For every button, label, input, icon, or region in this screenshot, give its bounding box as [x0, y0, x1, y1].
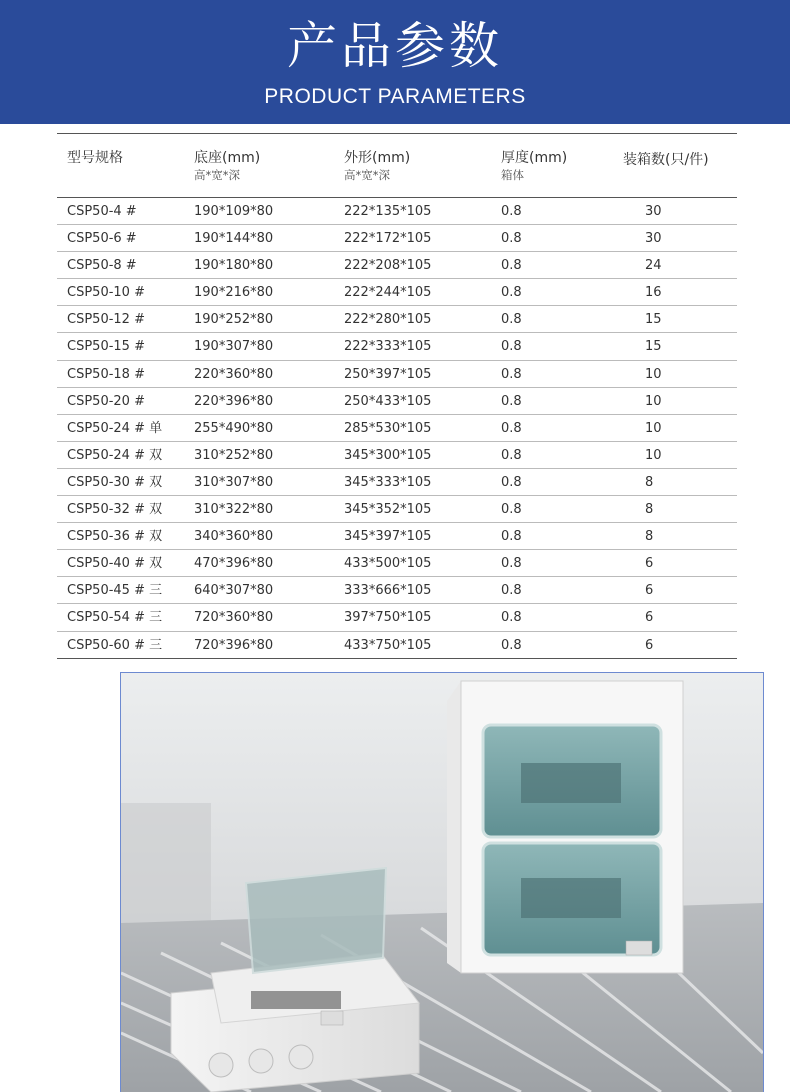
- cell-packing: 10: [645, 393, 662, 409]
- table-body: [57, 198, 737, 658]
- cell-base: 190*216*80: [194, 285, 274, 301]
- cell-base: 190*252*80: [194, 312, 274, 328]
- cell-base: 190*180*80: [194, 258, 274, 274]
- cell-base: 255*490*80: [194, 420, 274, 436]
- cell-thickness: 0.8: [501, 556, 522, 572]
- cell-packing: 8: [645, 529, 654, 545]
- cell-base: 310*252*80: [194, 447, 274, 463]
- cell-outline: 333*666*105: [344, 583, 432, 599]
- cell-thickness: 0.8: [501, 231, 522, 247]
- cell-outline: 345*397*105: [344, 529, 432, 545]
- cell-outline: 222*244*105: [344, 285, 432, 301]
- table-row: [57, 469, 737, 496]
- cell-packing: 6: [645, 610, 654, 626]
- cell-outline: 345*333*105: [344, 474, 432, 490]
- cell-model: CSP50-24 # 单: [67, 420, 163, 436]
- cell-model: CSP50-60 # 三: [67, 637, 163, 653]
- cell-thickness: 0.8: [501, 312, 522, 328]
- cell-model: CSP50-54 # 三: [67, 610, 163, 626]
- cell-thickness: 0.8: [501, 637, 522, 653]
- table-row: [57, 632, 737, 658]
- cell-model: CSP50-12 #: [67, 312, 145, 328]
- header-banner: [0, 0, 790, 124]
- cell-model: CSP50-10 #: [67, 285, 145, 301]
- cell-base: 720*396*80: [194, 637, 274, 653]
- header-packing: 装箱数(只/件): [623, 152, 709, 168]
- cell-packing: 24: [645, 258, 662, 274]
- table-row: [57, 577, 737, 604]
- cell-packing: 6: [645, 583, 654, 599]
- cell-packing: 15: [645, 339, 662, 355]
- cell-base: 470*396*80: [194, 556, 274, 572]
- cell-model: CSP50-18 #: [67, 366, 145, 382]
- cell-model: CSP50-32 # 双: [67, 502, 163, 518]
- table-row: [57, 252, 737, 279]
- header-base: 底座(mm) 高*宽*深: [194, 150, 261, 182]
- cell-model: CSP50-30 # 双: [67, 474, 163, 490]
- header-thickness: 厚度(mm) 箱体: [501, 150, 568, 182]
- cell-thickness: 0.8: [501, 474, 522, 490]
- cell-packing: 10: [645, 420, 662, 436]
- cell-outline: 222*135*105: [344, 204, 432, 219]
- cell-thickness: 0.8: [501, 393, 522, 409]
- table-header: [57, 134, 737, 198]
- cell-model: CSP50-4 #: [67, 204, 137, 219]
- cell-thickness: 0.8: [501, 339, 522, 355]
- page-title: 产品参数: [287, 17, 503, 75]
- table-row: [57, 523, 737, 550]
- header-outline: 外形(mm) 高*宽*深: [344, 150, 411, 182]
- cell-model: CSP50-40 # 双: [67, 556, 163, 572]
- cell-thickness: 0.8: [501, 583, 522, 599]
- cell-outline: 397*750*105: [344, 610, 432, 626]
- cell-outline: 345*352*105: [344, 502, 432, 518]
- cell-thickness: 0.8: [501, 610, 522, 626]
- cell-model: CSP50-45 # 三: [67, 583, 163, 599]
- table-row: [57, 333, 737, 360]
- header-model: 型号规格: [67, 150, 123, 166]
- cell-thickness: 0.8: [501, 420, 522, 436]
- cell-packing: 6: [645, 637, 654, 653]
- cell-packing: 15: [645, 312, 662, 328]
- cell-packing: 10: [645, 366, 662, 382]
- cell-base: 720*360*80: [194, 610, 274, 626]
- cell-outline: 285*530*105: [344, 420, 432, 436]
- cell-outline: 433*500*105: [344, 556, 432, 572]
- cell-outline: 222*280*105: [344, 312, 432, 328]
- table-row: [57, 442, 737, 469]
- cell-packing: 8: [645, 502, 654, 518]
- cell-thickness: 0.8: [501, 285, 522, 301]
- cell-model: CSP50-24 # 双: [67, 447, 163, 463]
- cell-base: 190*144*80: [194, 231, 274, 247]
- cell-model: CSP50-36 # 双: [67, 529, 163, 545]
- cell-packing: 16: [645, 285, 662, 301]
- cell-model: CSP50-15 #: [67, 339, 145, 355]
- table-row: [57, 225, 737, 252]
- cell-outline: 345*300*105: [344, 447, 432, 463]
- cell-thickness: 0.8: [501, 529, 522, 545]
- cell-base: 340*360*80: [194, 529, 274, 545]
- cell-packing: 30: [645, 231, 662, 247]
- cell-thickness: 0.8: [501, 366, 522, 382]
- cell-base: 640*307*80: [194, 583, 274, 599]
- cell-model: CSP50-6 #: [67, 231, 137, 247]
- cell-thickness: 0.8: [501, 258, 522, 274]
- cell-base: 310*322*80: [194, 502, 274, 518]
- table-row: [57, 550, 737, 577]
- cell-model: CSP50-8 #: [67, 258, 137, 274]
- cell-base: 190*307*80: [194, 339, 274, 355]
- cell-packing: 10: [645, 447, 662, 463]
- cell-packing: 8: [645, 474, 654, 490]
- table-row: [57, 306, 737, 333]
- page-subtitle: PRODUCT PARAMETERS: [264, 85, 526, 108]
- wall-distribution-box: [447, 681, 683, 973]
- table-row: [57, 361, 737, 388]
- cell-packing: 6: [645, 556, 654, 572]
- cell-thickness: 0.8: [501, 502, 522, 518]
- cell-thickness: 0.8: [501, 204, 522, 219]
- cell-outline: 433*750*105: [344, 637, 432, 653]
- cell-base: 310*307*80: [194, 474, 274, 490]
- cell-model: CSP50-20 #: [67, 393, 145, 409]
- parameters-table: [57, 133, 737, 659]
- table-row: [57, 198, 737, 225]
- cell-outline: 222*172*105: [344, 231, 432, 247]
- cell-outline: 222*333*105: [344, 339, 432, 355]
- table-row: [57, 604, 737, 631]
- product-photo: [120, 672, 764, 1092]
- cell-base: 190*109*80: [194, 204, 274, 219]
- table-row: [57, 415, 737, 442]
- cell-outline: 222*208*105: [344, 258, 432, 274]
- cell-packing: 30: [645, 204, 662, 219]
- cell-base: 220*396*80: [194, 393, 274, 409]
- product-illustration: [121, 673, 763, 1092]
- cell-thickness: 0.8: [501, 447, 522, 463]
- table-row: [57, 388, 737, 415]
- cell-base: 220*360*80: [194, 366, 274, 382]
- table-row: [57, 279, 737, 306]
- cell-outline: 250*433*105: [344, 393, 432, 409]
- cell-outline: 250*397*105: [344, 366, 432, 382]
- table-row: [57, 496, 737, 523]
